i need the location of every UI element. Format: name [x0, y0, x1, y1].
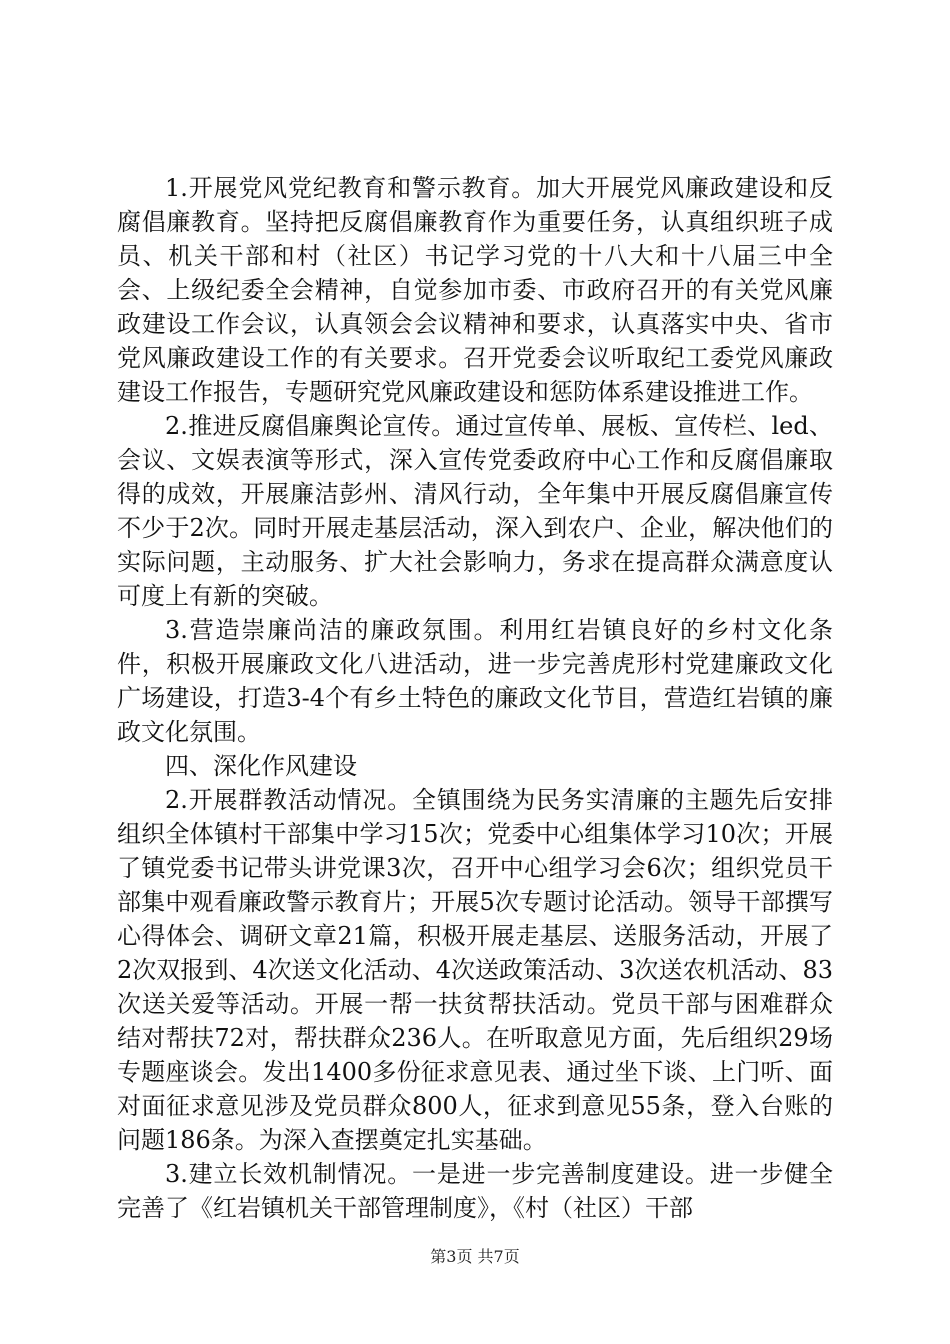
paragraph-mass-education: 2.开展群教活动情况。全镇围绕为民务实清廉的主题先后安排组织全体镇村干部集中学习15次；党委中心组集体学习10次；开展了镇党委书记带头讲党课3次，召开中心组学习会6次；组织党员干部集中观看廉政警示教育片；开展5次专题讨论活动。领导干部撰写心得体会、调研文章21篇，积极开展走基层、送服务活动，开展了2次双报到、4次送文化活动、4次送政策活动、3次送农机活动、83次送关爱等活动。开展一帮一扶贫帮扶活动。党员干部与困难群众结对帮扶72对，帮扶群众236人。在听取意见方面，先后组织29场专题座谈会。发出1400多份征求意见表、通过坐下谈、上门听、面对面征求意见涉及党员群众800人，征求到意见55条，登入台账的问题186条。为深入查摆奠定扎实基础。: [117, 786, 833, 1154]
document-body: [117, 171, 833, 1225]
page-number-footer: 第3页 共7页: [430, 1247, 520, 1266]
paragraph-education: 1.开展党风党纪教育和警示教育。加大开展党风廉政建设和反腐倡廉教育。坚持把反腐倡廉教育作为重要任务，认真组织班子成员、机关干部和村（社区）书记学习党的十八大和十八届三中全会、上级纪委全会精神，自觉参加市委、市政府召开的有关党风廉政建设工作会议，认真领会会议精神和要求，认真落实中央、省市党风廉政建设工作的有关要求。召开党委会议听取纪工委党风廉政建设工作报告，专题研究党风廉政建设和惩防体系建设推进工作。: [117, 174, 833, 406]
paragraph-long-term-mechanism: 3.建立长效机制情况。一是进一步完善制度建设。进一步健全完善了《红岩镇机关干部管理制度》，《村（社区）干部: [117, 1160, 833, 1222]
paragraph-publicity: 2.推进反腐倡廉舆论宣传。通过宣传单、展板、宣传栏、led、会议、文娱表演等形式，深入宣传党委政府中心工作和反腐倡廉取得的成效，开展廉洁彭州、清风行动，全年集中开展反腐倡廉宣传不少于2次。同时开展走基层活动，深入到农户、企业，解决他们的实际问题，主动服务、扩大社会影响力，务求在提高群众满意度认可度上有新的突破。: [117, 412, 833, 610]
paragraph-atmosphere: 3.营造崇廉尚洁的廉政氛围。利用红岩镇良好的乡村文化条件，积极开展廉政文化八进活动，进一步完善虎形村党建廉政文化广场建设，打造3-4个有乡土特色的廉政文化节目，营造红岩镇的廉政文化氛围。: [117, 616, 833, 746]
section-heading-style-building: 四、深化作风建设: [165, 752, 357, 780]
